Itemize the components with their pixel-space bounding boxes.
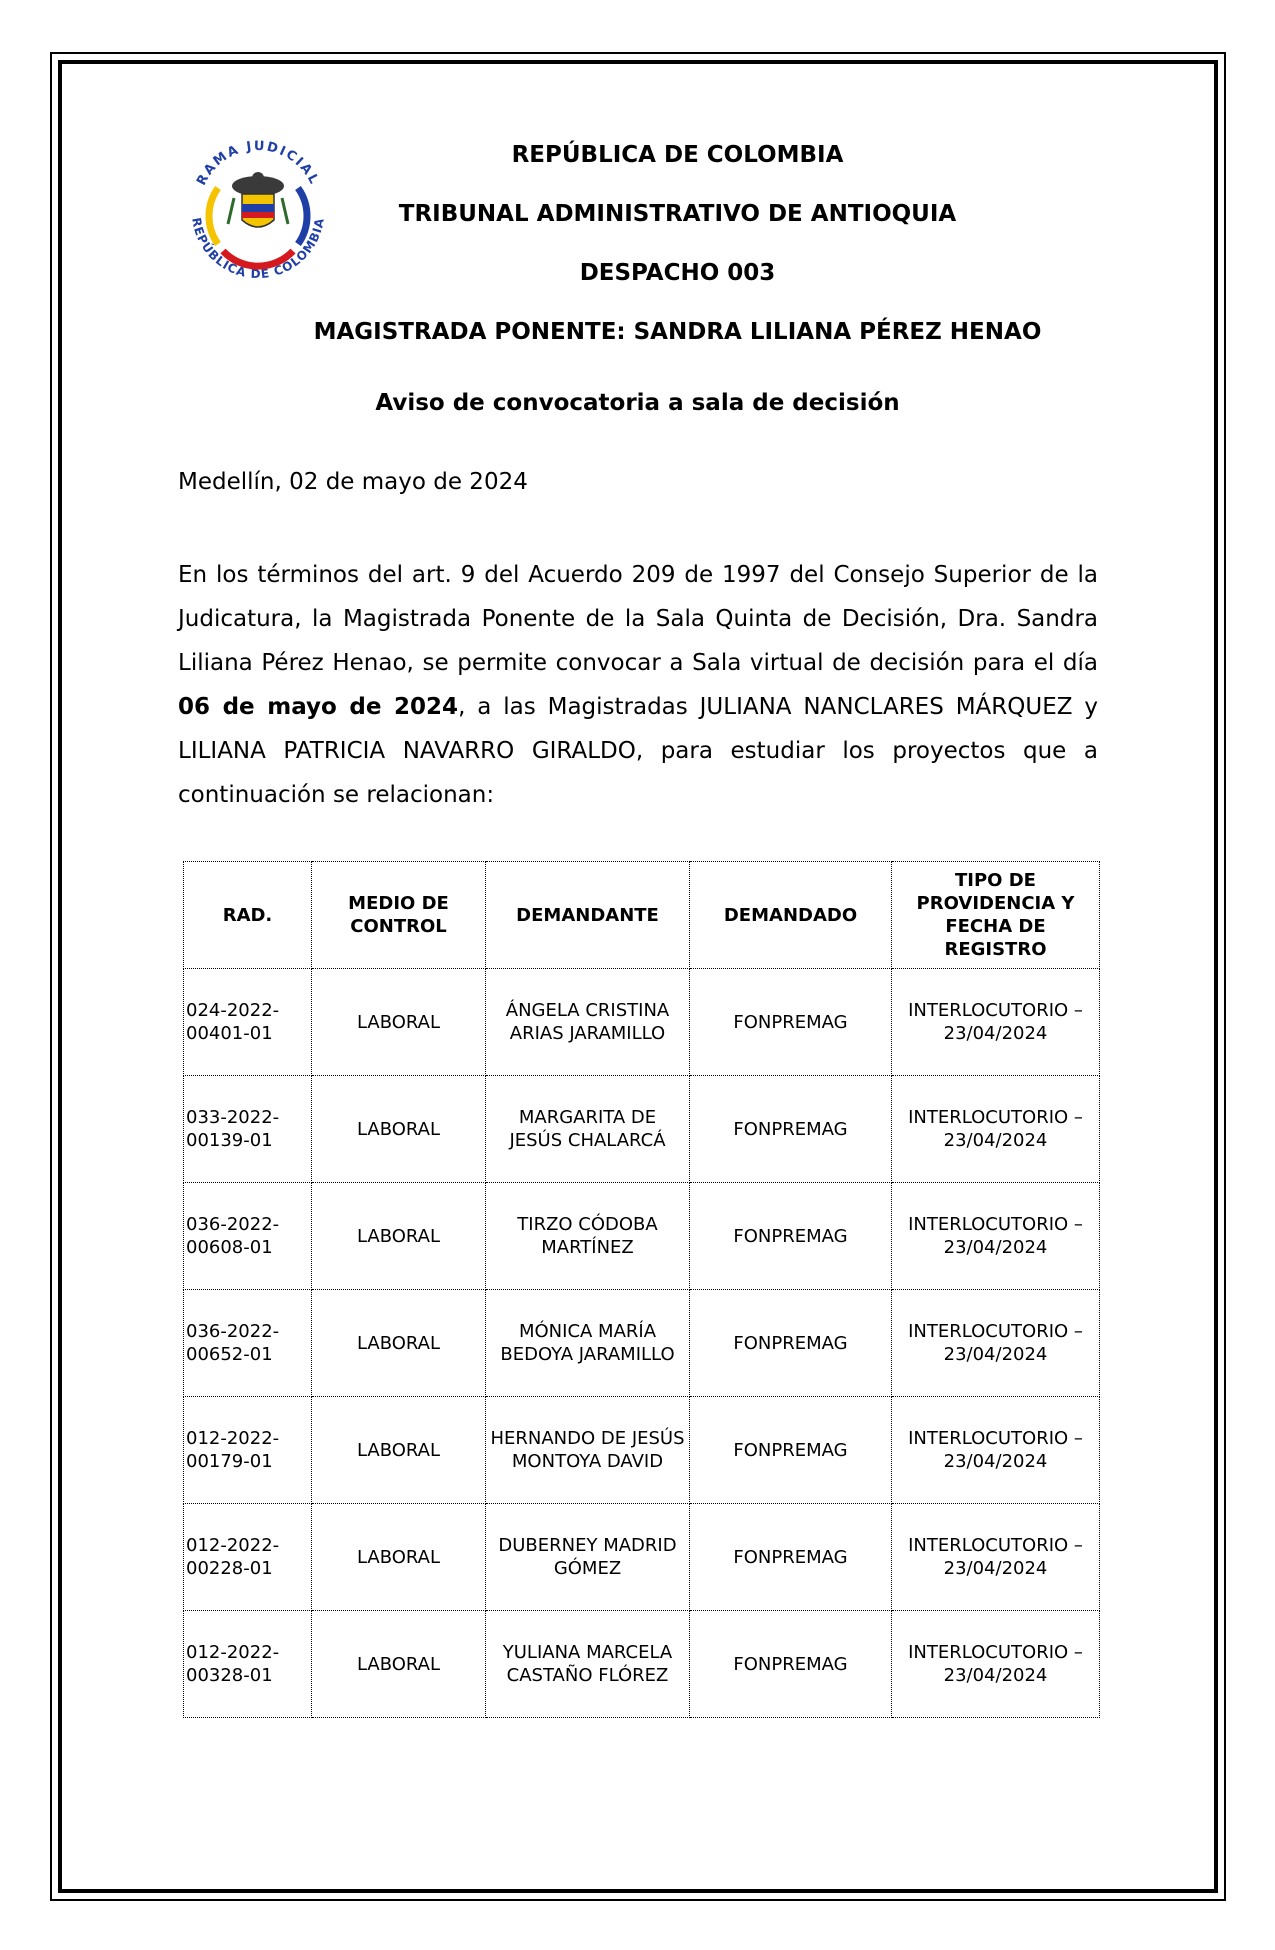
cell-demandado: FONPREMAG [690, 969, 892, 1076]
header-tribunal: TRIBUNAL ADMINISTRATIVO DE ANTIOQUIA [398, 201, 957, 227]
cell-medio: LABORAL [312, 1397, 486, 1504]
header-demandante: DEMANDANTE [486, 862, 690, 969]
cell-demandado: FONPREMAG [690, 1504, 892, 1611]
cell-rad: 036-2022-00608-01 [184, 1183, 312, 1290]
cell-rad: 012-2022-00179-01 [184, 1397, 312, 1504]
cell-demandado: FONPREMAG [690, 1290, 892, 1397]
seal-text-bottom: REPÚBLICA DE COLOMBIA [189, 216, 327, 282]
cell-demandado: FONPREMAG [690, 1183, 892, 1290]
cases-table [183, 861, 1100, 1718]
cell-medio: LABORAL [312, 1183, 486, 1290]
cell-rad: 012-2022-00228-01 [184, 1504, 312, 1611]
cell-tipo: INTERLOCUTORIO – 23/04/2024 [892, 1183, 1100, 1290]
cell-tipo: INTERLOCUTORIO – 23/04/2024 [892, 1290, 1100, 1397]
table-row [184, 1183, 1100, 1290]
header-medio-control: MEDIO DE CONTROL [312, 862, 486, 969]
cell-medio: LABORAL [312, 1290, 486, 1397]
cell-demandado: FONPREMAG [690, 1397, 892, 1504]
cell-demandado: FONPREMAG [690, 1076, 892, 1183]
seal-text-top: RAMA JUDICIAL [194, 138, 322, 189]
cell-rad: 033-2022-00139-01 [184, 1076, 312, 1183]
cell-demandante: TIRZO CÓDOBA MARTÍNEZ [486, 1183, 690, 1290]
cell-medio: LABORAL [312, 1076, 486, 1183]
cell-rad: 012-2022-00328-01 [184, 1611, 312, 1718]
cell-medio: LABORAL [312, 1504, 486, 1611]
table-row [184, 1504, 1100, 1611]
table-row [184, 969, 1100, 1076]
cell-tipo: INTERLOCUTORIO – 23/04/2024 [892, 1397, 1100, 1504]
body-paragraph [178, 553, 1098, 817]
body-date-bold: 06 de mayo de 2024 [178, 694, 459, 720]
cell-tipo: INTERLOCUTORIO – 23/04/2024 [892, 1076, 1100, 1183]
table-row [184, 1076, 1100, 1183]
date-line: Medellín, 02 de mayo de 2024 [178, 469, 528, 495]
header-rad: RAD. [184, 862, 312, 969]
cell-tipo: INTERLOCUTORIO – 23/04/2024 [892, 1611, 1100, 1718]
header-tipo-providencia: TIPO DE PROVIDENCIA Y FECHA DE REGISTRO [892, 862, 1100, 969]
cell-demandante: HERNANDO DE JESÚS MONTOYA DAVID [486, 1397, 690, 1504]
body-text-part2: , a las Magistradas JULIANA NANCLARES MÁRQUEZ y LILIANA PATRICIA NAVARRO GIRALDO, para estudiar los proyectos que a continuación se relacionan: [178, 694, 1098, 808]
cell-medio: LABORAL [312, 969, 486, 1076]
cell-demandado: FONPREMAG [690, 1611, 892, 1718]
document-subtitle: Aviso de convocatoria a sala de decisión [375, 390, 900, 416]
cell-demandante: MARGARITA DE JESÚS CHALARCÁ [486, 1076, 690, 1183]
cell-tipo: INTERLOCUTORIO – 23/04/2024 [892, 1504, 1100, 1611]
cell-medio: LABORAL [312, 1611, 486, 1718]
cell-demandante: MÓNICA MARÍA BEDOYA JARAMILLO [486, 1290, 690, 1397]
table-row [184, 1397, 1100, 1504]
table-header-row [184, 862, 1100, 969]
table-row [184, 1611, 1100, 1718]
header-despacho: DESPACHO 003 [579, 260, 776, 286]
table-row [184, 1290, 1100, 1397]
cell-demandante: DUBERNEY MADRID GÓMEZ [486, 1504, 690, 1611]
cell-tipo: INTERLOCUTORIO – 23/04/2024 [892, 969, 1100, 1076]
cell-rad: 024-2022-00401-01 [184, 969, 312, 1076]
header-magistrada: MAGISTRADA PONENTE: SANDRA LILIANA PÉREZ HENAO [313, 319, 1042, 345]
cell-rad: 036-2022-00652-01 [184, 1290, 312, 1397]
header-country: REPÚBLICA DE COLOMBIA [511, 142, 844, 168]
header-demandado: DEMANDADO [690, 862, 892, 969]
body-text-part1: En los términos del art. 9 del Acuerdo 209 de 1997 del Consejo Superior de la Judicatura, la Magistrada Ponente de la Sala Quinta de Decisión, Dra. Sandra Liliana Pérez Henao, se permite convocar a Sala virtual de decisión para el día [178, 562, 1098, 676]
cell-demandante: ÁNGELA CRISTINA ARIAS JARAMILLO [486, 969, 690, 1076]
cell-demandante: YULIANA MARCELA CASTAÑO FLÓREZ [486, 1611, 690, 1718]
